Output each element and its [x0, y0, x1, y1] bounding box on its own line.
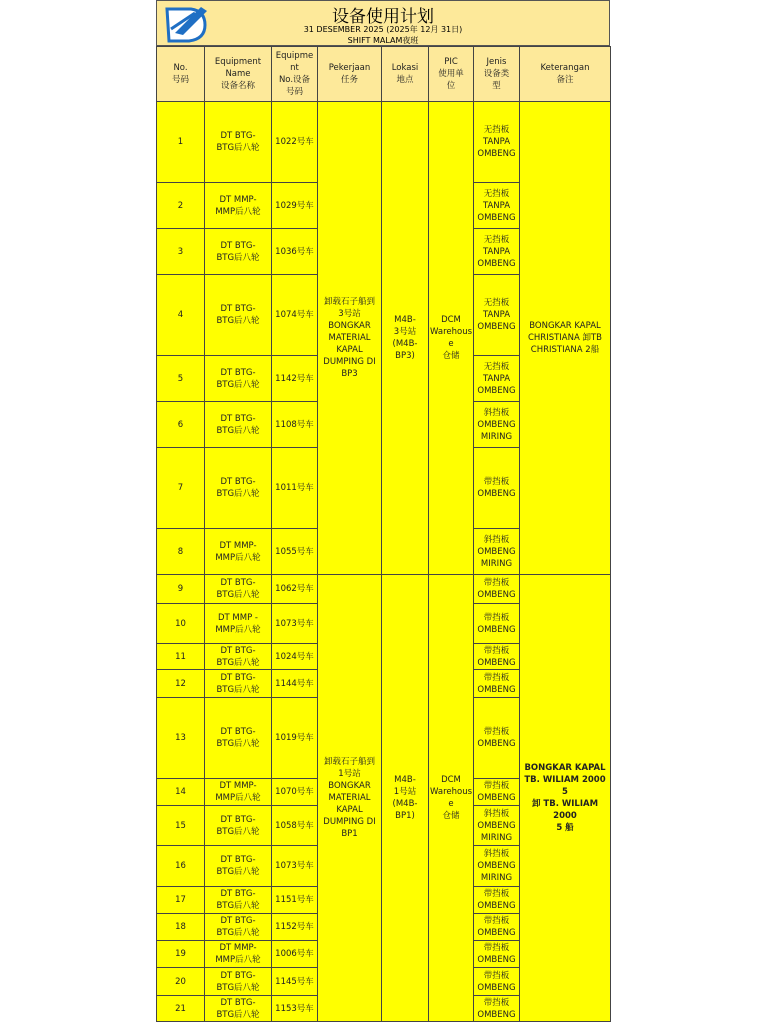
equipment-no-cell: 1006号车	[272, 941, 318, 968]
equipment-no-cell: 1152号车	[272, 914, 318, 941]
jenis-cell: 斜挡板 OMBENG MIRING	[474, 806, 520, 846]
shift-label: SHIFT MALAM夜班	[347, 36, 419, 45]
equipment-name-cell: DT BTG- BTG后八轮	[205, 996, 272, 1022]
row-no-cell: 13	[157, 698, 205, 779]
jenis-cell: 带挡板 OMBENG	[474, 968, 520, 996]
col-header-pic: PIC 使用单 位	[429, 47, 474, 102]
jenis-cell: 带挡板 OMBENG	[474, 887, 520, 914]
jenis-cell: 无挡板 TANPA OMBENG	[474, 102, 520, 183]
col-header-lokasi: Lokasi 地点	[382, 47, 429, 102]
equipment-no-cell: 1151号车	[272, 887, 318, 914]
row-no-cell: 20	[157, 968, 205, 996]
equipment-no-cell: 1029号车	[272, 183, 318, 229]
row-no-cell: 21	[157, 996, 205, 1022]
jenis-cell: 无挡板 TANPA OMBENG	[474, 275, 520, 356]
row-no-cell: 18	[157, 914, 205, 941]
table-header-row	[157, 47, 611, 102]
equipment-name-cell: DT BTG- BTG后八轮	[205, 448, 272, 529]
keterangan-cell: BONGKAR KAPAL TB. WILIAM 2000 5 卸 TB. WILIAM 2000 5 船	[520, 575, 611, 1022]
row-no-cell: 9	[157, 575, 205, 604]
pekerjaan-cell: 卸载石子船到 1号站 BONGKAR MATERIAL KAPAL DUMPING DI BP1	[318, 575, 382, 1022]
equipment-plan-sheet	[156, 0, 612, 1024]
row-no-cell: 1	[157, 102, 205, 183]
col-header-no: No. 号码	[157, 47, 205, 102]
lokasi-cell: M4B- 1号站 (M4B- BP1)	[382, 575, 429, 1022]
jenis-cell: 带挡板 OMBENG	[474, 941, 520, 968]
equipment-name-cell: DT BTG- BTG后八轮	[205, 644, 272, 670]
jenis-cell: 带挡板 OMBENG	[474, 448, 520, 529]
equipment-name-cell: DT MMP- MMP后八轮	[205, 529, 272, 575]
equipment-name-cell: DT BTG- BTG后八轮	[205, 275, 272, 356]
equipment-name-cell: DT BTG- BTG后八轮	[205, 356, 272, 402]
row-no-cell: 19	[157, 941, 205, 968]
jenis-cell: 带挡板 OMBENG	[474, 779, 520, 806]
equipment-name-cell: DT BTG- BTG后八轮	[205, 846, 272, 887]
col-header-equipment-name: Equipment Name 设备名称	[205, 47, 272, 102]
equipment-name-cell: DT MMP- MMP后八轮	[205, 183, 272, 229]
equipment-no-cell: 1036号车	[272, 229, 318, 275]
equipment-no-cell: 1073号车	[272, 846, 318, 887]
equipment-name-cell: DT BTG- BTG后八轮	[205, 887, 272, 914]
jenis-cell: 带挡板 OMBENG	[474, 914, 520, 941]
equipment-name-cell: DT BTG- BTG后八轮	[205, 102, 272, 183]
lokasi-cell: M4B- 3号站 (M4B- BP3)	[382, 102, 429, 575]
jenis-cell: 带挡板 OMBENG	[474, 996, 520, 1022]
pic-cell: DCM Warehous e 仓储	[429, 102, 474, 575]
equipment-no-cell: 1011号车	[272, 448, 318, 529]
equipment-no-cell: 1055号车	[272, 529, 318, 575]
col-header-jenis: Jenis 设备类 型	[474, 47, 520, 102]
col-header-keterangan: Keterangan 备注	[520, 47, 611, 102]
col-header-equipment-no: Equipme nt No.设备 号码	[272, 47, 318, 102]
equipment-no-cell: 1070号车	[272, 779, 318, 806]
equipment-name-cell: DT BTG- BTG后八轮	[205, 914, 272, 941]
equipment-no-cell: 1074号车	[272, 275, 318, 356]
row-no-cell: 6	[157, 402, 205, 448]
equipment-name-cell: DT BTG- BTG后八轮	[205, 806, 272, 846]
equipment-name-cell: DT MMP- MMP后八轮	[205, 941, 272, 968]
row-no-cell: 4	[157, 275, 205, 356]
jenis-cell: 无挡板 TANPA OMBENG	[474, 229, 520, 275]
equipment-no-cell: 1142号车	[272, 356, 318, 402]
jenis-cell: 无挡板 TANPA OMBENG	[474, 183, 520, 229]
jenis-cell: 斜挡板 OMBENG MIRING	[474, 529, 520, 575]
equipment-no-cell: 1019号车	[272, 698, 318, 779]
jenis-cell: 带挡板 OMBENG	[474, 604, 520, 644]
page-title: 设备使用计划	[332, 7, 434, 27]
row-no-cell: 2	[157, 183, 205, 229]
jenis-cell: 无挡板 TANPA OMBENG	[474, 356, 520, 402]
row-no-cell: 17	[157, 887, 205, 914]
sheet-header	[156, 0, 610, 46]
jenis-cell: 带挡板 OMBENG	[474, 575, 520, 604]
equipment-no-cell: 1108号车	[272, 402, 318, 448]
equipment-table	[156, 46, 611, 1022]
row-no-cell: 10	[157, 604, 205, 644]
row-no-cell: 11	[157, 644, 205, 670]
equipment-name-cell: DT BTG- BTG后八轮	[205, 229, 272, 275]
equipment-no-cell: 1062号车	[272, 575, 318, 604]
table-row	[157, 102, 611, 183]
row-no-cell: 3	[157, 229, 205, 275]
equipment-name-cell: DT BTG- BTG后八轮	[205, 968, 272, 996]
jenis-cell: 斜挡板 OMBENG MIRING	[474, 846, 520, 887]
equipment-no-cell: 1022号车	[272, 102, 318, 183]
col-header-pekerjaan: Pekerjaan 任务	[318, 47, 382, 102]
equipment-no-cell: 1153号车	[272, 996, 318, 1022]
equipment-no-cell: 1145号车	[272, 968, 318, 996]
date-subtitle: 31 DESEMBER 2025 (2025年 12月 31日)	[303, 25, 463, 34]
equipment-name-cell: DT BTG- BTG后八轮	[205, 698, 272, 779]
equipment-no-cell: 1058号车	[272, 806, 318, 846]
row-no-cell: 16	[157, 846, 205, 887]
equipment-name-cell: DT BTG- BTG后八轮	[205, 402, 272, 448]
equipment-no-cell: 1073号车	[272, 604, 318, 644]
row-no-cell: 15	[157, 806, 205, 846]
row-no-cell: 7	[157, 448, 205, 529]
jenis-cell: 带挡板 OMBENG	[474, 644, 520, 670]
jenis-cell: 带挡板 OMBENG	[474, 670, 520, 698]
keterangan-cell: BONGKAR KAPAL CHRISTIANA 卸TB CHRISTIANA 2船	[520, 102, 611, 575]
pic-cell: DCM Warehous e 仓储	[429, 575, 474, 1022]
row-no-cell: 12	[157, 670, 205, 698]
equipment-name-cell: DT BTG- BTG后八轮	[205, 575, 272, 604]
row-no-cell: 8	[157, 529, 205, 575]
row-no-cell: 14	[157, 779, 205, 806]
jenis-cell: 带挡板 OMBENG	[474, 698, 520, 779]
pekerjaan-cell: 卸载石子船到 3号站 BONGKAR MATERIAL KAPAL DUMPING DI BP3	[318, 102, 382, 575]
equipment-no-cell: 1024号车	[272, 644, 318, 670]
row-no-cell: 5	[157, 356, 205, 402]
equipment-name-cell: DT BTG- BTG后八轮	[205, 670, 272, 698]
equipment-no-cell: 1144号车	[272, 670, 318, 698]
equipment-name-cell: DT MMP- MMP后八轮	[205, 779, 272, 806]
jenis-cell: 斜挡板 OMBENG MIRING	[474, 402, 520, 448]
table-row	[157, 575, 611, 604]
equipment-name-cell: DT MMP - MMP后八轮	[205, 604, 272, 644]
table-body	[157, 102, 611, 1022]
